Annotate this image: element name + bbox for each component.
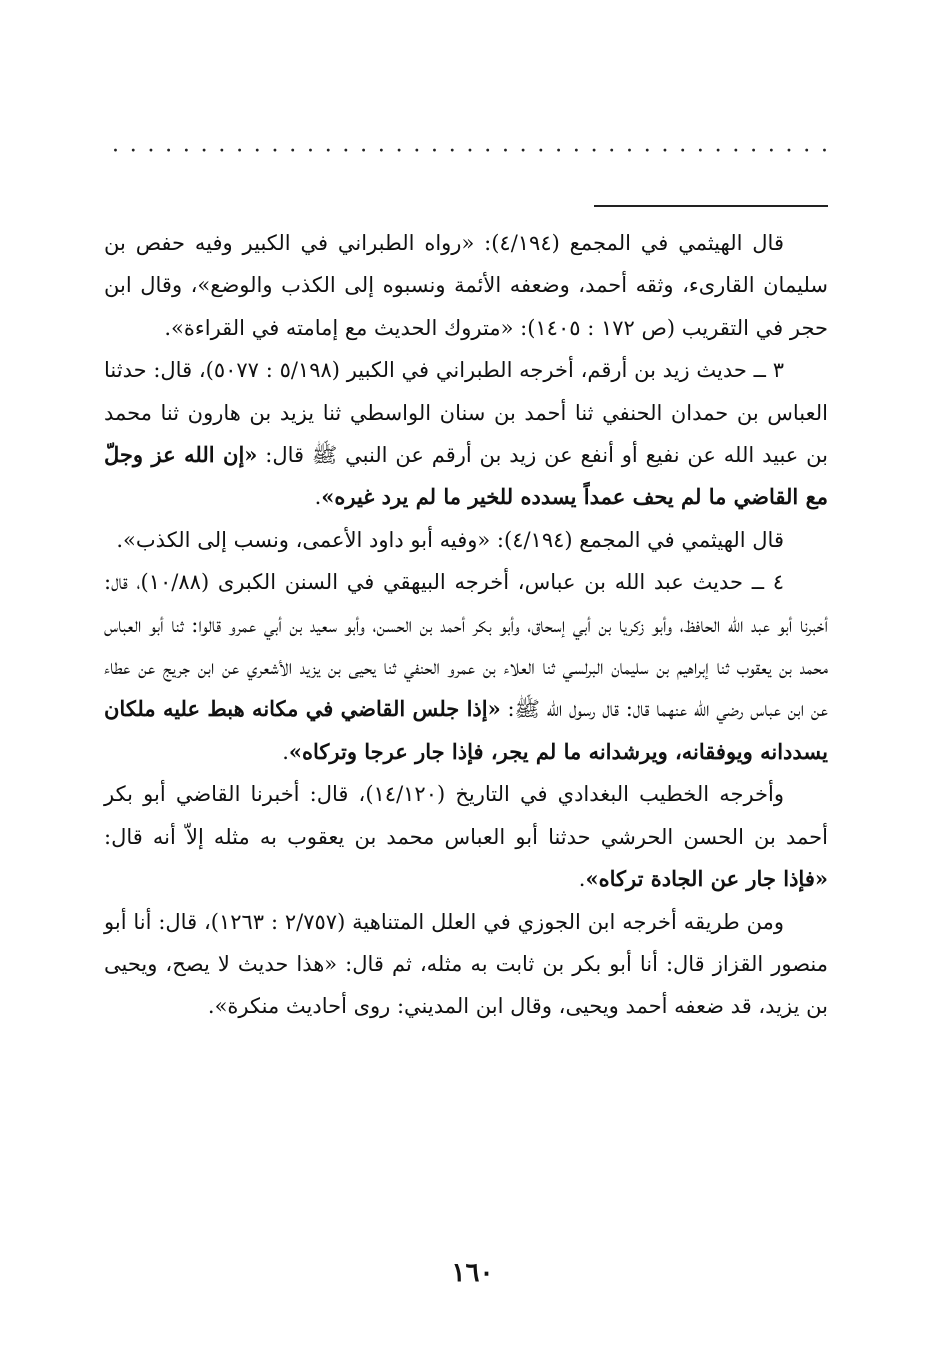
paragraph-khatib	[104, 773, 828, 900]
paragraph-ibn-jawzi	[104, 901, 828, 1028]
footnote-rule	[594, 205, 828, 207]
paragraph-text: قال الهيثمي في المجمع (٤/١٩٤): «رواه الطبراني في الكبير وفيه حفص بن سليمان القارىء، وثقه أحمد، وضعفه الأئمة ونسبوه إلى الكذب والوضع»، وقال ابن حجر في التقريب (ص ١٧٢ : ١٤٠٥): «متروك الحديث مع إمامته في القراءة».	[104, 231, 828, 340]
hadith-text: «فإذا جار عن الجادة تركاه»	[585, 866, 828, 892]
paragraph-haythami-hafs	[104, 222, 828, 349]
paragraph-text: .	[282, 739, 289, 764]
separator-dots: · · · · · · · · · · · · · · · · · · · · · · · · · · · · · · · · · · · · · · · · ·	[112, 142, 828, 164]
hadith-text: «إذا جلس القاضي في مكانه هبط عليه ملكان يسددانه ويوفقانه، ويرشدانه ما لم يجر، فإذا جار عرجا وتركاه»	[104, 696, 828, 764]
paragraph-text: ومن طريقه أخرجه ابن الجوزي في العلل المتناهية (٢/٧٥٧ : ١٢٦٣)، قال: أنا أبو منصور القزاز قال: أنا أبو بكر بن ثابت به مثله، ثم قال: «هذا حديث لا يصح، ويحيى بن يزيد، قد ضعفه أحمد ويحيى، وقال ابن المديني: روى أحاديث منكرة».	[104, 909, 828, 1019]
paragraph-text: قال الهيثمي في المجمع (٤/١٩٤): «وفيه أبو داود الأعمى، ونسب إلى الكذب».	[116, 527, 784, 552]
hadith-text: «إن الله عز وجلّ مع القاضي ما لم يحف عمداً يسدده للخير ما لم يرد غيره»	[104, 442, 828, 510]
paragraph-haythami-abu-dawud	[104, 519, 828, 561]
paragraph-text: وأخرجه الخطيب البغدادي في التاريخ (١٤/١٢٠)، قال: أخبرنا القاضي أبو بكر أحمد بن الحسن الحرشي حدثنا أبو العباس محمد بن يعقوب به مثله إلاّ أنه قال:	[104, 782, 828, 849]
paragraph-text: ٤ ــ حديث عبد الله بن عباس، أخرجه البيهقي في السنن الكبرى (١٠/٨٨)، قال: أخبرنا أبو عبد الله الحافظ، وأبو زكريا بن أبي إسحاق، وأبو بكر أحمد بن الحسن، وأبو سعيد بن أبي عمرو قالوا: ثنا أبو العباس محمد بن يعقوب ثنا إبراهيم بن سليمان البرلسي ثنا العلاء بن عمرو الحنفي ثنا يحيى بن يزيد الأشعري عن ابن جريج عن عطاء عن ابن عباس رضي الله عنهما قال: قال رسول الله ﷺ:	[104, 570, 828, 722]
paragraph-text: .	[578, 867, 586, 892]
paragraph-hadith-ibn-abbas	[104, 561, 828, 773]
page-number: ١٦٠	[451, 1258, 494, 1288]
paragraph-hadith-zayd	[104, 349, 828, 519]
page-body	[104, 222, 828, 1028]
paragraph-text: .	[314, 485, 322, 510]
paragraph-text: ٣ ــ حديث زيد بن أرقم، أخرجه الطبراني في الكبير (٥/١٩٨ : ٥٠٧٧)، قال: حدثنا العباس بن حمدان الحنفي ثنا أحمد بن سنان الواسطي ثنا يزيد بن هارون ثنا محمد بن عبيد الله عن نفيع أو أنفع عن زيد بن أرقم عن النبي ﷺ قال:	[104, 358, 828, 468]
